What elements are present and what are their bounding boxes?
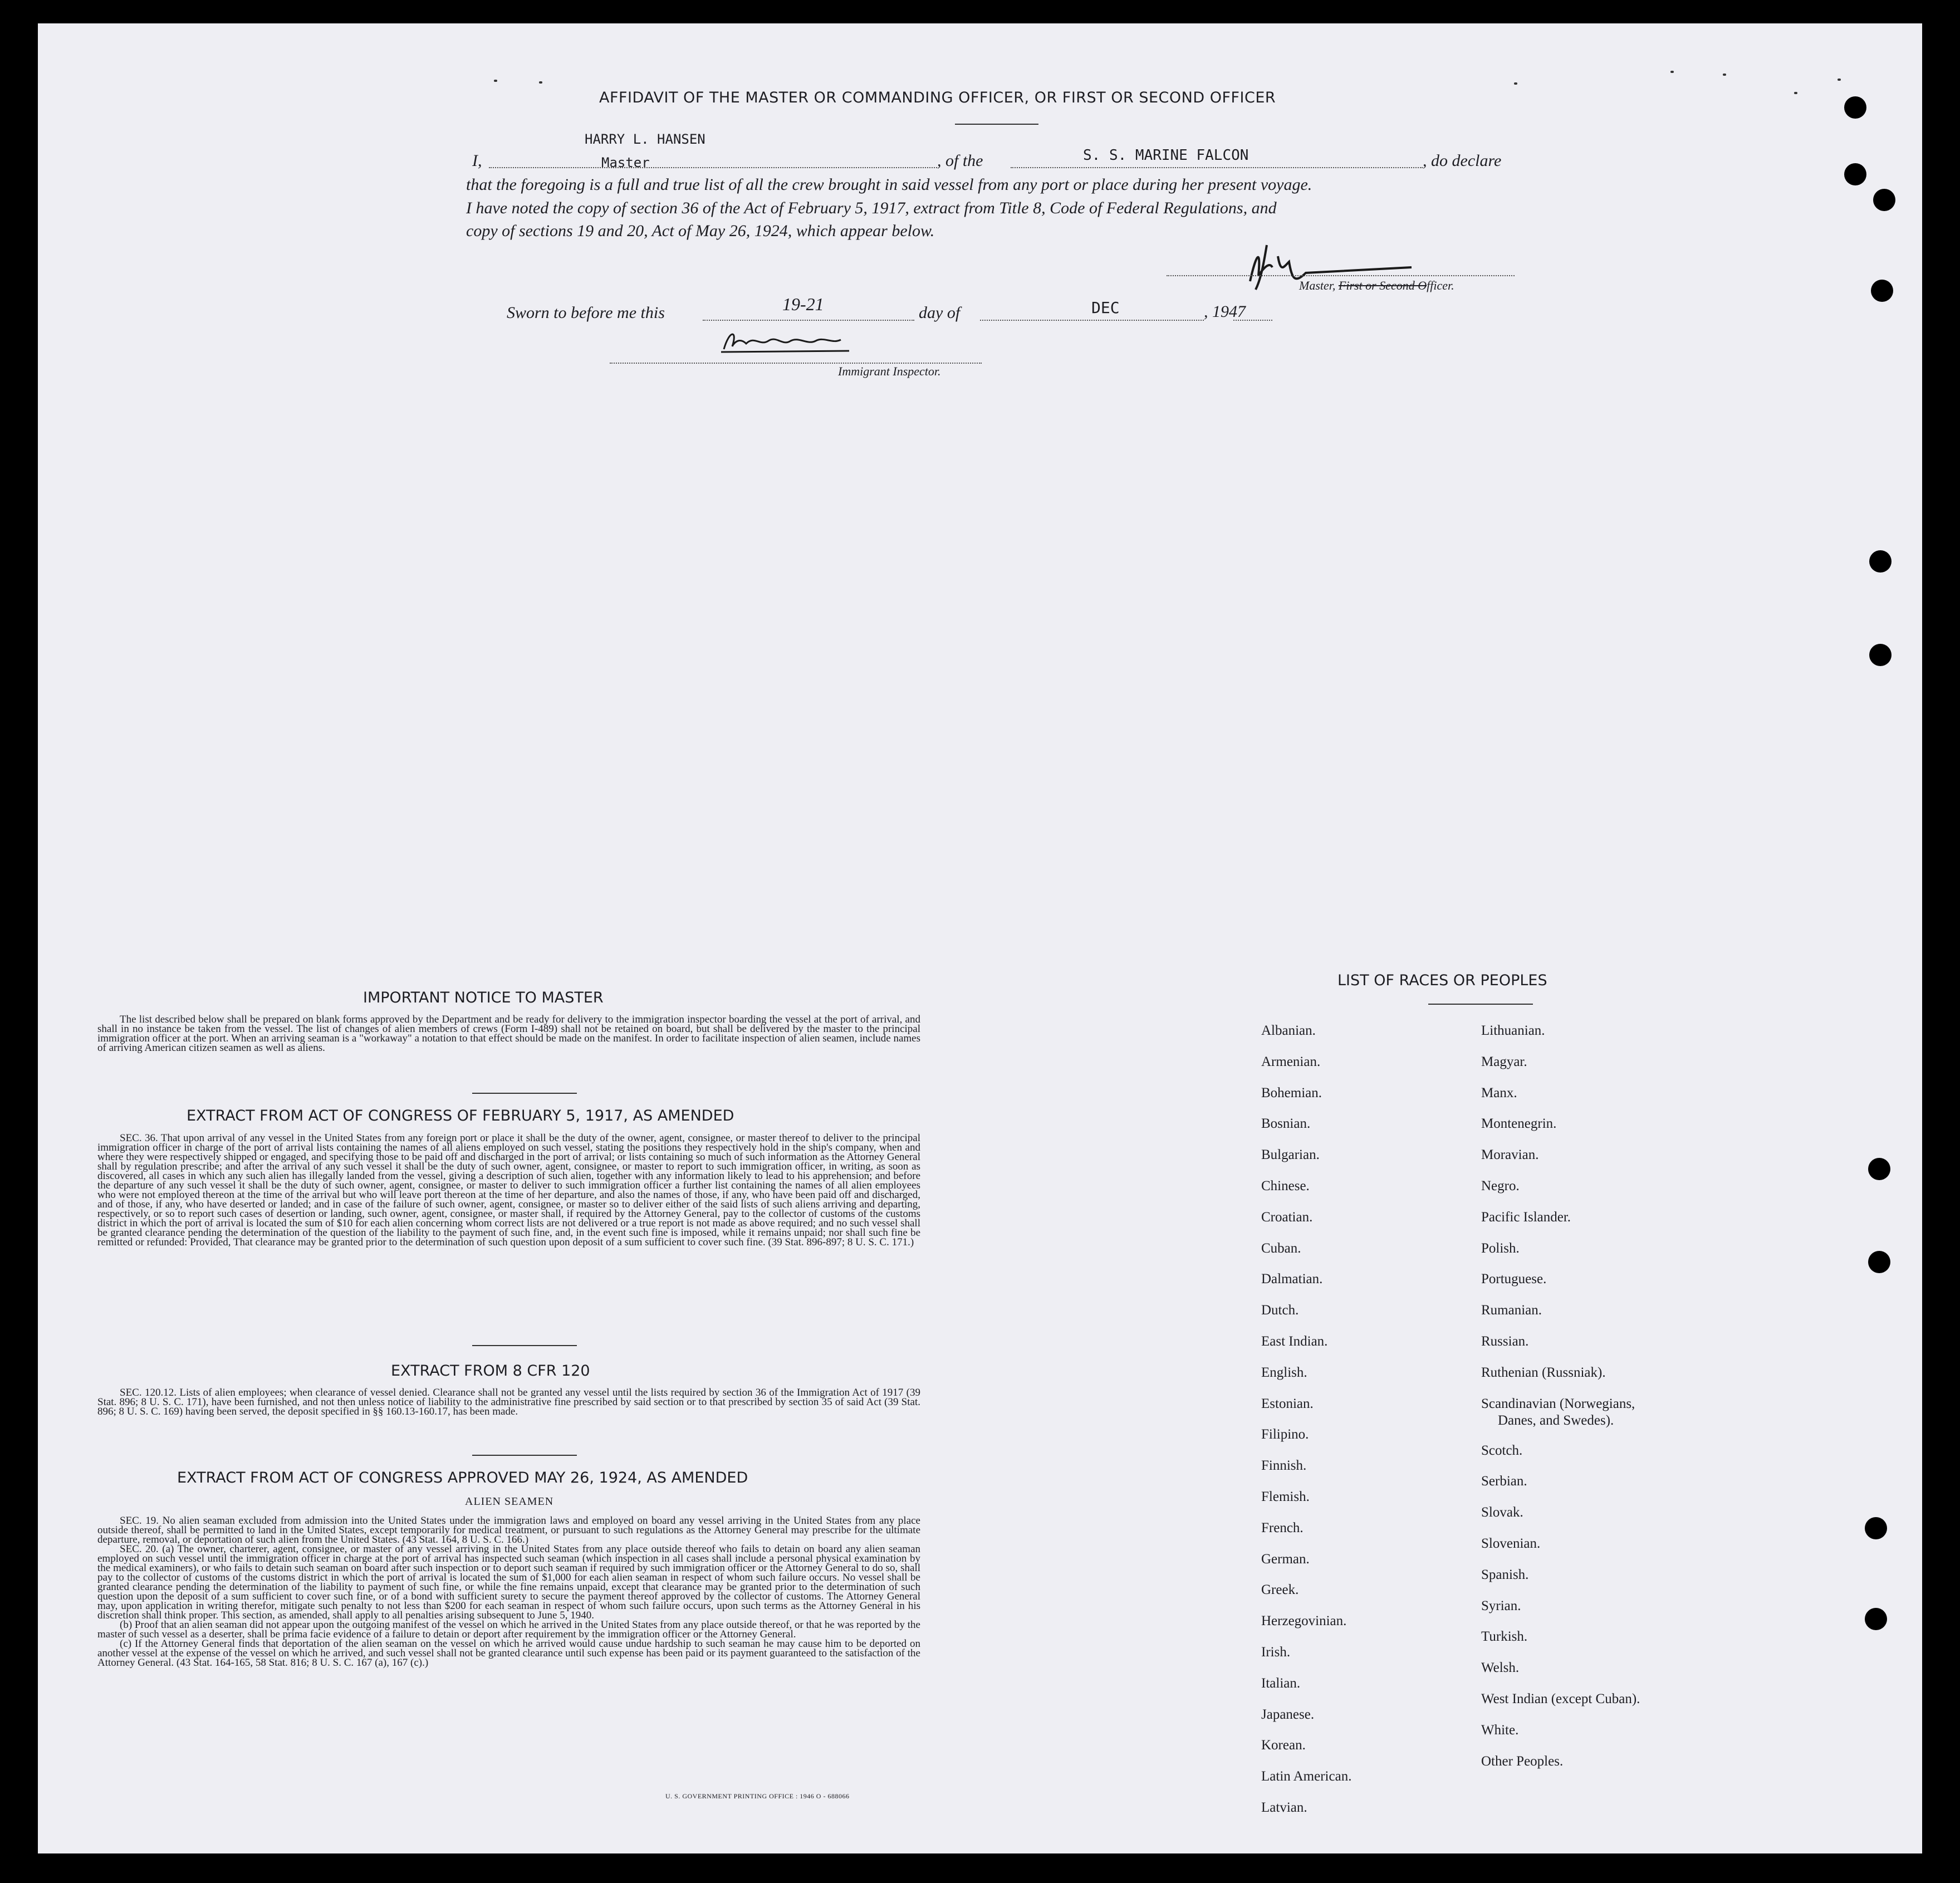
race-item: Irish. — [1261, 1645, 1291, 1660]
inspector-caption: Immigrant Inspector. — [838, 364, 941, 378]
rank-typed: Master — [601, 155, 650, 170]
inspector-signature-line — [610, 363, 982, 364]
section-19-text: SEC. 19. No alien seaman excluded from admission into the United States under the immigration laws and employed on board any vessel arriving in the United States from any place outside thereof, shall be permitted to land in the United States, except temporarily for medical treatment, or pursuant to such regulations as the Attorney General may prescribe for the ultimate departure, removal, or deportation of such alien from the United States. (43 Stat. 164, 8 U. S. C. 166.) — [97, 1515, 920, 1545]
race-item: English. — [1261, 1364, 1307, 1380]
race-item: Scandinavian (Norwegians, — [1481, 1396, 1635, 1411]
race-item: Korean. — [1261, 1738, 1306, 1753]
punch-hole — [1868, 1251, 1890, 1273]
race-item: Syrian. — [1481, 1598, 1521, 1613]
race-item: West Indian (except Cuban). — [1481, 1691, 1640, 1706]
race-item: Moravian. — [1481, 1147, 1539, 1163]
race-item: Japanese. — [1261, 1706, 1315, 1722]
of-the-label: , of the — [937, 151, 983, 170]
race-item: French. — [1261, 1520, 1304, 1535]
scan-speck — [494, 80, 497, 82]
month-field-line — [980, 320, 1204, 321]
race-item: Dutch. — [1261, 1303, 1299, 1318]
affidavit-body-line: I have noted the copy of section 36 of the Act of February 5, 1917, extract from Title 8, Code of Federal Regulations, and — [466, 199, 1277, 217]
race-item: Manx. — [1481, 1085, 1517, 1101]
race-item: Montenegrin. — [1481, 1116, 1557, 1132]
race-item: Slovak. — [1481, 1505, 1523, 1520]
race-item: Finnish. — [1261, 1458, 1307, 1474]
race-item: Bohemian. — [1261, 1085, 1322, 1101]
punch-hole — [1868, 1158, 1890, 1180]
race-item: Magyar. — [1481, 1054, 1527, 1069]
sworn-month: DEC — [1091, 299, 1120, 317]
race-item: Dalmatian. — [1261, 1271, 1323, 1287]
punch-hole — [1871, 280, 1893, 302]
race-item: Albanian. — [1261, 1023, 1316, 1038]
section-20a-text: SEC. 20. (a) The owner, charterer, agent, consignee, or master of any vessel arriving in the United States from any place outside thereof who fails to detain on board any alien seaman employed on such vessel until the immigration officer in charge at the port of arrival has inspected such seaman (which inspection in all cases shall include a personal physical examination by the medical examiners), or who fails to detain such seaman on board after such inspection or to deport such seaman if required by such immigration officer or the Attorney General to do so, shall pay to the collector of customs of the customs district in which the port of arrival is located the sum of $1,000 for each alien seaman in respect of whom such failure occurs. No vessel shall be granted clearance pending the determination of the liability to payment of such fine, or while the fine remains unpaid, except that clearance may be granted prior to the determination of such question upon the deposit of a sum sufficient to cover such fine, or of a bond with sufficient surety to secure the payment thereof approved by the collector of customs. The Attorney General may, upon application in writing therefor, mitigate such penalty to not less than $200 for each seaman in respect of whom such failure occurs, upon such terms as the Attorney General in his discretion shall think proper. This section, as amended, shall apply to all penalties arising subsequent to June 5, 1940. — [97, 1543, 920, 1621]
race-item: Russian. — [1481, 1334, 1529, 1349]
officer-caption-master: Master, — [1299, 278, 1336, 292]
race-item: Serbian. — [1481, 1474, 1527, 1489]
scan-speck — [1514, 82, 1517, 85]
divider — [472, 1093, 577, 1094]
race-item: Estonian. — [1261, 1396, 1314, 1411]
vessel-field-line — [1011, 167, 1423, 168]
punch-hole — [1865, 1517, 1887, 1539]
year-prefix: , 19 — [1204, 302, 1229, 321]
sworn-day: 19-21 — [782, 294, 824, 314]
extract-1917-text: SEC. 36. That upon arrival of any vessel in the United States from any foreign port or place it shall be the duty of the owner, agent, consignee, or master thereof to deliver to the principal immigration officer in charge of the port of arrival lists containing the names of all aliens employed on such vessel, stating the positions they respectively hold in the ship's company, when and where they were respectively shipped or engaged, and specifying those to be paid off and discharged in the port of arrival; or lists containing so much of such information as the Attorney General shall by regulation prescribe; and after the arrival of any such vessel it shall be the duty of such owner, agent, consignee, or master to report to such immigration officer, in writing, as soon as discovered, all cases in which any such alien has illegally landed from the vessel, giving a description of such alien, together with any information likely to lead to his apprehension; and before the departure of any such vessel it shall be the duty of such owner, agent, consignee, or master to deliver to such immigration officer a further list containing the names of all alien employees who were not employed thereon at the time of the arrival but who will leave port thereon at the time of her departure, and also the names of those, if any, who have been paid off and discharged, and of those, if any, who have deserted or landed; and in case of the failure of such owner, agent, consignee, or master so to deliver either of the said lists of such aliens arriving and departing, respectively, or so to report such cases of desertion or landing, such owner, agent, consignee, or master shall, if required by the Attorney General, pay to the collector of customs of the customs district in which the port of arrival is located the sum of $10 for each alien concerning whom correct lists are not delivered or a true report is not made as above required; and no such vessel shall be granted clearance pending the determination of the question of the liability to the payment of such fine, and, in the event such fine is imposed, while it remains unpaid; nor shall such fine be remitted or refunded: Provided, That clearance may be granted prior to the determination of such question upon deposit of a sum sufficient to cover such fine. (39 Stat. 896-897; 8 U. S. C. 171.) — [97, 1132, 920, 1248]
scan-speck — [539, 81, 542, 84]
extract-1924-title: EXTRACT FROM ACT OF CONGRESS APPROVED MAY 26, 1924, AS AMENDED — [177, 1469, 748, 1486]
race-item: Danes, and Swedes). — [1498, 1412, 1614, 1428]
officer-caption — [1299, 278, 1454, 293]
scan-speck — [1670, 71, 1674, 73]
race-item: Other Peoples. — [1481, 1753, 1564, 1769]
notice-title: IMPORTANT NOTICE TO MASTER — [363, 989, 604, 1006]
punch-hole — [1844, 163, 1866, 185]
officer-caption-suffix: fficer. — [1427, 278, 1454, 292]
race-item: Rumanian. — [1481, 1303, 1542, 1318]
race-item: Latin American. — [1261, 1769, 1352, 1784]
race-item: Spanish. — [1481, 1567, 1529, 1582]
extract-1924-text — [97, 1516, 920, 1667]
punch-hole — [1865, 1608, 1887, 1630]
race-item: Cuban. — [1261, 1240, 1301, 1256]
notice-text: The list described below shall be prepared on blank forms approved by the Department and be ready for delivery to the immigration inspector boarding the vessel at the port of arrival, and shall in no instance be taken from the vessel. The list of changes of alien members of crews (Form I-489) shall not be retained on board, but shall be delivered by the master to the principal immigration officer at the port. When an arriving seaman is a "workaway" a notation to that effect should be made on the manifest. In order to facilitate inspection of alien seamen, include names of arriving American citizen seamen as well as aliens. — [97, 1014, 920, 1054]
officer-signature-line — [1167, 275, 1515, 276]
race-item: Latvian. — [1261, 1800, 1307, 1815]
scan-speck — [1794, 92, 1797, 94]
race-item: Filipino. — [1261, 1427, 1309, 1442]
year-value: 47 — [1229, 302, 1246, 321]
crew-member-name: HARRY L. HANSEN — [585, 131, 705, 147]
race-item: Greek. — [1261, 1582, 1299, 1598]
divider — [472, 1455, 577, 1456]
extract-1924-subtitle: ALIEN SEAMEN — [465, 1495, 554, 1508]
printer-imprint: U. S. GOVERNMENT PRINTING OFFICE : 1946 O - 688066 — [665, 1792, 850, 1800]
day-of-label: day of — [919, 304, 961, 322]
declarant-label: I, — [472, 151, 482, 170]
race-item: Herzegovinian. — [1261, 1613, 1347, 1629]
inspector-signature — [716, 324, 860, 358]
sworn-year — [1204, 302, 1246, 321]
year-field-line — [1233, 320, 1272, 321]
race-item: Lithuanian. — [1481, 1023, 1545, 1038]
race-item: Negro. — [1481, 1178, 1520, 1194]
divider — [472, 1345, 577, 1346]
race-item: Pacific Islander. — [1481, 1209, 1571, 1225]
race-item: Armenian. — [1261, 1054, 1321, 1069]
race-item: Scotch. — [1481, 1442, 1523, 1458]
divider — [955, 124, 1038, 125]
punch-hole — [1869, 550, 1892, 573]
divider — [1428, 1004, 1533, 1005]
name-field-line — [489, 167, 937, 168]
punch-hole — [1844, 96, 1866, 119]
scan-speck — [1723, 74, 1726, 76]
race-item: Slovenian. — [1481, 1536, 1541, 1551]
race-item: German. — [1261, 1551, 1310, 1567]
race-item: Bosnian. — [1261, 1116, 1311, 1132]
races-title: LIST OF RACES OR PEOPLES — [1337, 972, 1547, 989]
extract-8cfr-title: EXTRACT FROM 8 CFR 120 — [391, 1362, 590, 1380]
punch-hole — [1873, 189, 1895, 211]
race-item: Turkish. — [1481, 1629, 1528, 1645]
affidavit-title: AFFIDAVIT OF THE MASTER OR COMMANDING OFFICER, OR FIRST OR SECOND OFFICER — [599, 89, 1276, 106]
race-item: Ruthenian (Russniak). — [1481, 1364, 1606, 1380]
race-item: Bulgarian. — [1261, 1147, 1320, 1163]
vessel-name: S. S. MARINE FALCON — [1083, 147, 1249, 164]
affidavit-body-line: that the foregoing is a full and true list of all the crew brought in said vessel from any port or place during her present voyage. — [466, 175, 1312, 194]
race-item: Welsh. — [1481, 1660, 1520, 1676]
race-item: Portuguese. — [1481, 1271, 1547, 1287]
race-item: Italian. — [1261, 1675, 1301, 1691]
sworn-label: Sworn to before me this — [507, 304, 665, 322]
extract-8cfr-text: SEC. 120.12. Lists of alien employees; when clearance of vessel denied. Clearance shall not be granted any vessel until the lists required by section 36 of the Immigration Act of 1917 (39 Stat. 896; 8 U. S. C. 171), have been furnished, and not then unless notice of liability to the administrative fine prescribed by said section or to that prescribed by section 35 of said Act (39 Stat. 896; 8 U. S. C. 169) having been served, the deposit specified in §§ 160.13-160.17, has been made. — [97, 1387, 920, 1417]
scan-speck — [1837, 79, 1841, 81]
race-item: Polish. — [1481, 1240, 1520, 1256]
race-item: East Indian. — [1261, 1334, 1328, 1349]
race-item: Croatian. — [1261, 1209, 1313, 1225]
affidavit-body-line: copy of sections 19 and 20, Act of May 26, 1924, which appear below. — [466, 222, 935, 240]
race-item: Flemish. — [1261, 1489, 1310, 1504]
section-20c-text: (c) If the Attorney General finds that deportation of the alien seaman on the vessel on which he arrived would cause undue hardship to such seaman he may cause him to be deported on another vessel at the expense of the vessel on which he arrived, and such vessel shall not be granted clearance until such expense has been paid or its payment guaranteed to the satisfaction of the Attorney General. (43 Stat. 164-165, 58 Stat. 816; 8 U. S. C. 167 (a), 167 (c).) — [97, 1638, 920, 1669]
race-item: White. — [1481, 1722, 1519, 1738]
officer-caption-struck: First or Second O — [1338, 278, 1427, 292]
day-field-line — [703, 320, 914, 321]
do-declare-label: , do declare — [1423, 151, 1502, 170]
punch-hole — [1869, 644, 1892, 666]
extract-1917-title: EXTRACT FROM ACT OF CONGRESS OF FEBRUARY 5, 1917, AS AMENDED — [187, 1107, 734, 1124]
section-20b-text: (b) Proof that an alien seaman did not appear upon the outgoing manifest of the vessel on which he arrived in the United States from any place outside thereof, or that he was reported by the master of such vessel as a deserter, shall be prima facie evidence of a failure to detain or deport after requirement by the immigration officer or the Attorney General. — [97, 1619, 920, 1640]
race-item: Chinese. — [1261, 1178, 1310, 1194]
